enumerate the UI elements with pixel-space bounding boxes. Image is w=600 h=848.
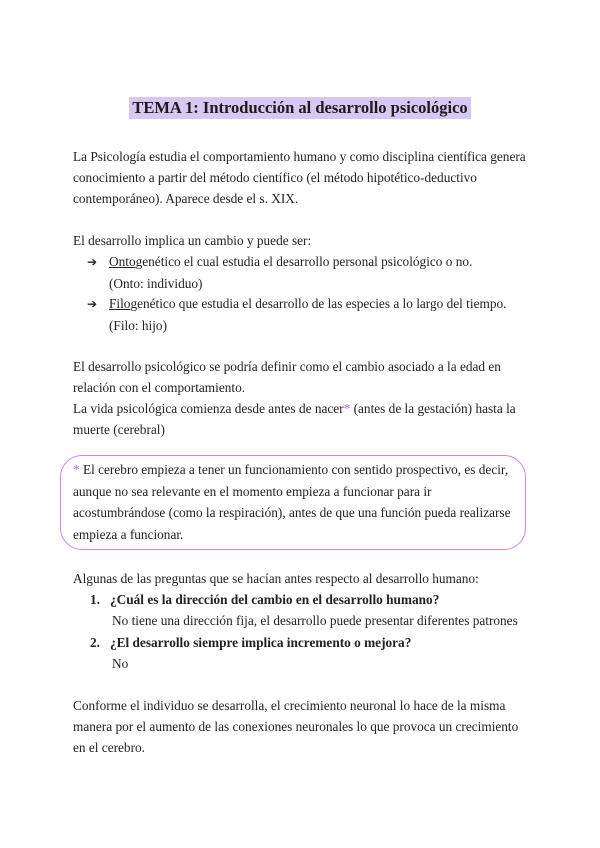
callout-line: El cerebro empieza a tener un funcionamiento con sentido prospectivo, es decir,	[79, 462, 509, 477]
conclusion-paragraph	[73, 695, 543, 758]
psicologico-line-part: (antes de la gestación) hasta la	[350, 401, 516, 416]
footnote-callout-box	[60, 455, 526, 550]
footnote-asterisk: *	[343, 401, 351, 416]
list-item-filogenetico	[87, 293, 537, 336]
question-number: 2.	[90, 635, 100, 650]
conclusion-line: manera por el aumento de las conexiones neuronales lo que provoca un crecimiento	[73, 719, 519, 734]
psicologico-line-part: La vida psicológica comienza desde antes de nacer	[73, 401, 344, 416]
preguntas-lead	[73, 568, 543, 589]
preguntas-lead-text: Algunas de las preguntas que se hacían antes respecto al desarrollo humano:	[73, 571, 479, 586]
question-item-2	[90, 632, 550, 674]
arrow-right-icon: ➔	[87, 297, 98, 311]
arrow-right-icon: ➔	[87, 255, 98, 269]
callout-line: empieza a funcionar.	[73, 526, 184, 542]
question-number: 1.	[90, 592, 100, 607]
psicologico-paragraph	[73, 356, 543, 440]
page-title: TEMA 1: Introducción al desarrollo psicológico	[129, 97, 470, 119]
question-answer: No	[112, 656, 129, 671]
intro-line: conocimiento a partir del método científico (el método hipotético-deductivo	[73, 170, 477, 185]
psicologico-line: muerte (cerebral)	[73, 422, 165, 437]
intro-line: La Psicología estudia el comportamiento humano y como disciplina científica genera	[73, 149, 526, 164]
term-rest: genético que estudia el desarrollo de las especies a lo largo del tiempo.	[130, 296, 507, 311]
conclusion-line: en el cerebro.	[73, 740, 145, 755]
intro-paragraph	[73, 146, 543, 209]
term-note: (Onto: individuo)	[109, 276, 203, 291]
callout-line: acostumbrándose (como la respiración), antes de que una función pueda realizarse	[73, 505, 511, 520]
psicologico-line: El desarrollo psicológico se podría definir como el cambio asociado a la edad en	[73, 359, 501, 374]
question-item-1	[90, 589, 550, 631]
callout-asterisk: *	[73, 462, 80, 477]
question-text: ¿Cuál es la dirección del cambio en el desarrollo humano?	[110, 592, 440, 607]
conclusion-line: Conforme el individuo se desarrolla, el crecimiento neuronal lo hace de la misma	[73, 698, 506, 713]
term-filo: Filo	[109, 296, 131, 311]
question-answer: No tiene una dirección fija, el desarrollo puede presentar diferentes patrones	[112, 613, 518, 628]
title-wrapper	[0, 97, 600, 119]
intro-line: contemporáneo). Aparece desde el s. XIX.	[73, 191, 299, 206]
list-item-ontogenetico	[87, 251, 537, 294]
desarrollo-lead	[73, 230, 543, 251]
callout-line: aunque no sea relevante en el momento empieza a funcionar para ir	[73, 483, 432, 499]
term-onto: Onto	[109, 254, 136, 269]
term-note: (Filo: hijo)	[109, 318, 167, 333]
desarrollo-lead-text: El desarrollo implica un cambio y puede ser:	[73, 233, 312, 248]
question-text: ¿El desarrollo siempre implica incremento o mejora?	[110, 635, 412, 650]
psicologico-line: relación con el comportamiento.	[73, 380, 246, 395]
term-rest: genético el cual estudia el desarrollo personal psicológico o no.	[135, 254, 473, 269]
